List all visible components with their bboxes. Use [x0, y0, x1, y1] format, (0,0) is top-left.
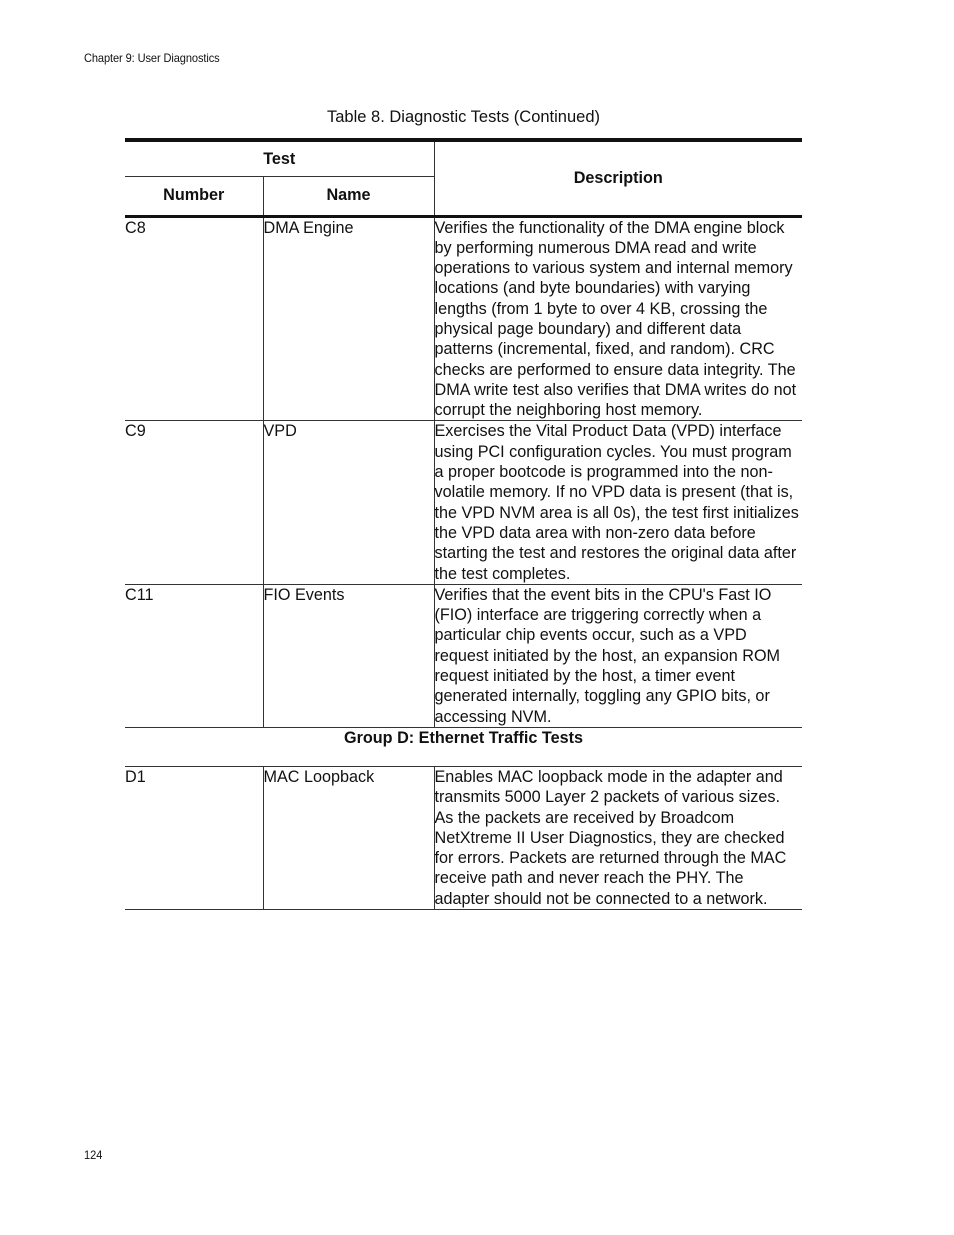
column-header-name: Name: [263, 176, 434, 216]
table-caption: Table 8. Diagnostic Tests (Continued): [326, 108, 600, 126]
test-description: Exercises the Vital Product Data (VPD) interface using PCI configuration cycles. You must program a proper bootcode is programmed into the non-volatile memory. If no VPD data is present (that is, the VPD NVM area is all 0s), the test first initializes the VPD data area with non-zero data before starting the test and restores the original data after the test completes.: [434, 421, 802, 584]
table-body: [125, 216, 802, 910]
test-number: C9: [125, 421, 263, 584]
group-header-row: [125, 727, 802, 766]
column-header-description: Description: [434, 140, 802, 216]
test-number: C11: [125, 584, 263, 727]
test-name: MAC Loopback: [263, 766, 434, 909]
table-row: [125, 766, 802, 909]
page-number: 124: [84, 1148, 103, 1162]
test-description: Enables MAC loopback mode in the adapter and transmits 5000 Layer 2 packets of various sizes. As the packets are received by Broadcom NetXtreme II User Diagnostics, they are checked for errors. Packets are returned through the MAC receive path and never reach the PHY. The adapter should not be connected to a network.: [434, 766, 802, 909]
test-number: D1: [125, 766, 263, 909]
test-description: Verifies that the event bits in the CPU's Fast IO (FIO) interface are triggering correctly when a particular chip events occur, such as a VPD request initiated by the host, an expansion ROM request initiated by the host, a timer event generated internally, toggling any GPIO bits, or accessing NVM.: [434, 584, 802, 727]
column-header-number: Number: [125, 176, 263, 216]
diagnostic-tests-table: [125, 138, 802, 910]
test-description: Verifies the functionality of the DMA engine block by performing numerous DMA read and write operations to various system and internal memory locations (and byte boundaries) with varying lengths (from 1 byte to over 4 KB, crossing the physical page boundary) and different data patterns (incremental, fixed, and random). CRC checks are performed to ensure data integrity. The DMA write test also verifies that DMA writes do not corrupt the neighboring host memory.: [434, 216, 802, 421]
running-header: Chapter 9: User Diagnostics: [84, 51, 220, 65]
table-row: [125, 216, 802, 421]
group-title: Group D: Ethernet Traffic Tests: [125, 727, 802, 766]
column-header-test: Test: [125, 140, 434, 176]
test-name: VPD: [263, 421, 434, 584]
table-header: [125, 140, 802, 216]
table-row: [125, 421, 802, 584]
table-row: [125, 584, 802, 727]
test-name: DMA Engine: [263, 216, 434, 421]
test-number: C8: [125, 216, 263, 421]
test-name: FIO Events: [263, 584, 434, 727]
